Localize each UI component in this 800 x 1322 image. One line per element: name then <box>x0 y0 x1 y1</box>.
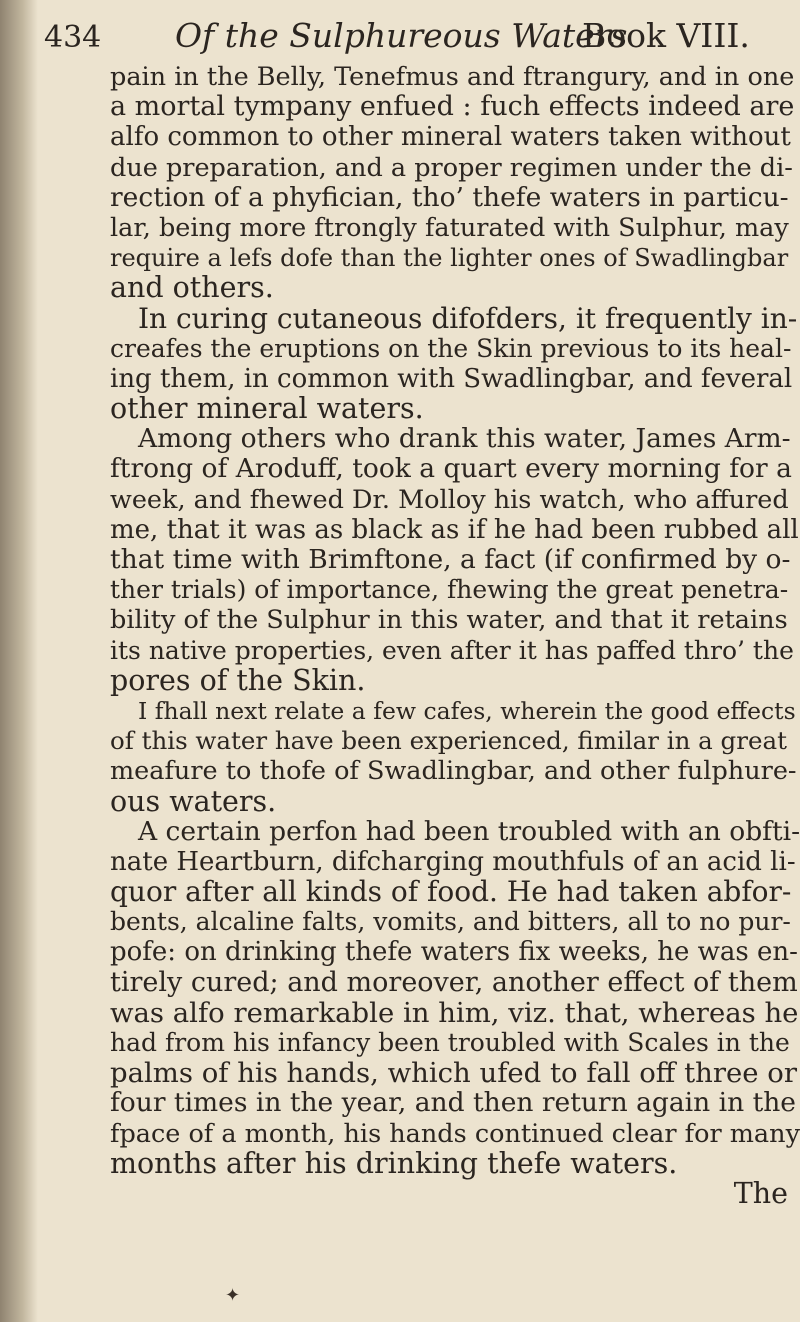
catchword: The <box>733 1176 788 1210</box>
running-title: Of the Sulphureous Waters <box>175 16 628 55</box>
text-line: bents, alcaline falts, vomits, and bitters, all to no pur- <box>110 907 791 937</box>
text-line: rection of a phyfician, tho’ thefe waters in particu- <box>110 181 789 213</box>
text-line: tirely cured; and moreover, another effect of them <box>110 966 798 998</box>
text-line: bility of the Sulphur in this water, and that it retains <box>110 605 788 636</box>
text-line: palms of his hands, which ufed to fall off three or <box>110 1057 797 1090</box>
text-line: creafes the eruptions on the Skin previous to its heal- <box>110 333 792 363</box>
text-line: In curing cutaneous difofders, it frequently in- <box>138 301 798 335</box>
book-label: Book VIII. <box>582 16 750 55</box>
text-line: due preparation, and a proper regimen under the di- <box>110 152 793 183</box>
text-line: ftrong of Aroduff, took a quart every morning for a <box>110 453 792 485</box>
text-line: four times in the year, and then return again in the <box>110 1087 796 1119</box>
text-line: its native properties, even after it has paffed thro’ the <box>110 635 794 665</box>
text-line: ther trials) of importance, fhewing the great penetra- <box>110 575 789 605</box>
text-line: me, that it was as black as if he had been rubbed all <box>110 514 799 545</box>
page-number: 434 <box>44 20 102 55</box>
body-text <box>110 62 800 1209</box>
text-line: of this water have been experienced, fimilar in a great <box>110 726 787 756</box>
text-line: other mineral waters. <box>110 392 424 426</box>
text-line: that time with Brimftone, a fact (if confirmed by o- <box>110 544 791 575</box>
text-line: fpace of a month, his hands continued clear for many <box>110 1118 800 1149</box>
text-line: ing them, in common with Swadlingbar, and feveral <box>110 363 793 394</box>
text-line: require a lefs dofe than the lighter ones of Swadlingbar <box>110 244 789 273</box>
text-line: meafure to thofe of Swadlingbar, and other fulphure- <box>110 756 797 787</box>
text-line: months after his drinking thefe waters. <box>110 1146 678 1180</box>
text-line: lar, being more ftrongly faturated with Sulphur, may <box>110 212 789 243</box>
text-line: was alfo remarkable in him, viz. that, whereas he <box>110 996 799 1029</box>
text-line: ous waters. <box>110 784 277 818</box>
text-line: pain in the Belly, Tenefmus and ftrangury, and in one <box>110 62 795 92</box>
text-line: nate Heartburn, difcharging mouthfuls of an acid li- <box>110 846 796 877</box>
text-line: A certain perfon had been troubled with an obfti- <box>138 815 800 847</box>
text-line: alfo common to other mineral waters taken without <box>110 122 791 153</box>
text-line: week, and fhewed Dr. Molloy his watch, who affured <box>110 484 789 515</box>
text-line: had from his infancy been troubled with Scales in the <box>110 1028 790 1057</box>
text-line: I fhall next relate a few cafes, wherein the good effects <box>138 696 796 725</box>
text-line: pores of the Skin. <box>110 663 366 697</box>
running-header <box>0 6 800 66</box>
ink-mark-icon: ✦ <box>225 1285 241 1306</box>
text-line: a mortal tympany enfued : fuch effects indeed are <box>110 91 795 123</box>
text-line: and others. <box>110 271 274 305</box>
text-line: Among others who drank this water, James Arm- <box>138 423 791 455</box>
text-line: pofe: on drinking thefe waters fix weeks, he was en- <box>110 937 798 968</box>
text-line: quor after all kinds of food. He had taken abfor- <box>110 875 792 909</box>
